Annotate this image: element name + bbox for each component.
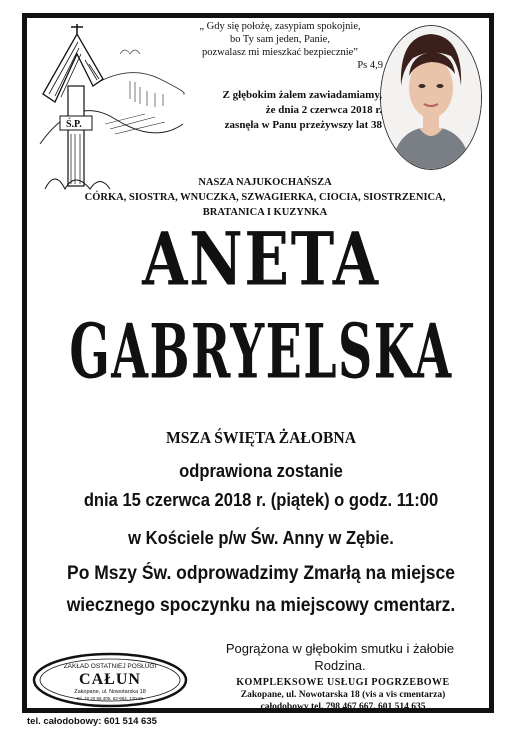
announcement bbox=[202, 88, 382, 133]
deceased-last-name: GABRYELSKA bbox=[69, 308, 453, 397]
mass-line: odprawiona zostanie bbox=[179, 461, 343, 481]
wayside-cross-drawing bbox=[35, 24, 185, 194]
family-line: CÓRKA, SIOSTRA, WNUCZKA, SZWAGIERKA, CIOCIA, SIOSTRZENICA, bbox=[84, 192, 446, 203]
deceased-first-name: ANETA bbox=[142, 217, 380, 303]
footer-phone: tel. całodobowy: 601 514 635 bbox=[27, 716, 157, 727]
company-title: KOMPLEKSOWE USŁUGI POGRZEBOWE bbox=[236, 677, 450, 688]
quote-line: „ Gdy się położę, zasypiam spokojnie, bbox=[199, 21, 361, 32]
mass-church: w Kościele p/w Św. Anny w Zębie. bbox=[128, 528, 394, 548]
logo-brand: CAŁUN bbox=[79, 671, 141, 688]
family-line: BRATANICA I KUZYNKA bbox=[202, 207, 328, 218]
funeral-home-logo bbox=[30, 648, 190, 708]
burial-line: Po Mszy Św. odprowadzimy Zmarłą na miejsce bbox=[67, 563, 455, 584]
announcement-line: Z głębokim żalem zawiadamiamy, bbox=[222, 89, 382, 101]
family-line: NASZA NAJUKOCHAŃSZA bbox=[198, 177, 332, 188]
mass-date: dnia 15 czerwca 2018 r. (piątek) o godz. 11:00 bbox=[83, 490, 439, 510]
family-relations bbox=[60, 175, 470, 220]
company-info bbox=[198, 677, 488, 713]
mourners-line: Pogrążona w głębokim smutku i żałobie bbox=[225, 641, 455, 656]
mourners-signature: Rodzina. bbox=[314, 658, 366, 673]
quote-reference: Ps 4,9 bbox=[357, 60, 383, 71]
quote-line: bo Ty sam jeden, Panie, bbox=[230, 34, 330, 45]
company-address: Zakopane, ul. Nowotarska 18 (vis a vis cmentarza) bbox=[240, 690, 446, 700]
bible-quote bbox=[175, 20, 385, 72]
cross-inscription: Ś.P. bbox=[66, 119, 82, 130]
logo-phones: tel. 18 20 66 405, 62-984, 120-81 bbox=[76, 696, 144, 701]
company-phones: całodobowy tel. 798 467 667, 601 514 635 bbox=[260, 702, 426, 712]
announcement-line: zasnęła w Panu przeżywszy lat 38 bbox=[224, 119, 382, 131]
deceased-portrait bbox=[380, 25, 482, 170]
quote-line: pozwalasz mi mieszkać bezpiecznie” bbox=[202, 47, 358, 58]
mourners bbox=[200, 640, 480, 674]
announcement-line: że dnia 2 czerwca 2018 r. bbox=[265, 104, 382, 116]
mass-heading: MSZA ŚWIĘTA ŻAŁOBNA bbox=[165, 428, 357, 447]
burial-line: wiecznego spoczynku na miejscowy cmentarz. bbox=[66, 595, 456, 616]
logo-address: Zakopane, ul. Nowotarska 18 bbox=[74, 689, 146, 695]
logo-arc-text: ZAKŁAD OSTATNIEJ POSŁUGI bbox=[63, 663, 157, 670]
